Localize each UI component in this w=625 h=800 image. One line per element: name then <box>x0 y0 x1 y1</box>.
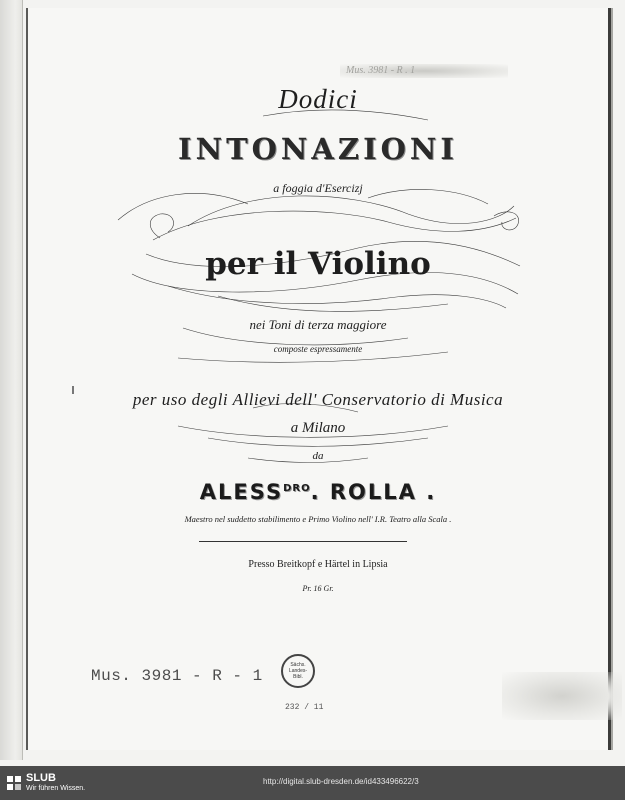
composer-first-sup: DRO <box>283 483 311 494</box>
composer-name: $ALESS^{DRO}$. ROLLA . <box>199 480 437 504</box>
library-stamp <box>281 654 315 688</box>
subtitle-text: a foggia d'Esercizj <box>273 181 363 195</box>
dodici-text: Dodici <box>278 84 358 114</box>
price-text: Pr. 16 Gr. <box>302 584 334 593</box>
composer-role: Maestro nel suddetto stabilimento e Primo Violino nell' I.R. Teatro alla Scala . <box>184 514 452 524</box>
stamp-line-3: Bibl. <box>293 674 303 680</box>
stamp-line-2: Landes- <box>288 668 308 674</box>
publisher-text: Presso Breitkopf e Härtel in Lipsia <box>248 559 388 570</box>
slub-brand: SLUB <box>26 772 56 784</box>
composer-first: ALESS <box>199 480 284 504</box>
slub-tagline: Wir führen Wissen. <box>26 785 86 792</box>
city-text: a Milano <box>290 420 346 436</box>
pencil-number: 232 / 11 <box>285 703 324 712</box>
slub-logo-icon <box>7 776 21 790</box>
viewer-footer <box>0 766 625 800</box>
document-url-link[interactable]: http://digital.slub-dresden.de/id433496622/3 <box>263 777 419 786</box>
instrument-title: per il Violino <box>205 246 431 282</box>
divider-rule <box>199 541 407 542</box>
main-title: INTONAZIONI <box>178 132 458 166</box>
composed-text: composte espressamente <box>273 344 363 354</box>
margin-mark <box>72 386 74 394</box>
stamp-line-1: Sächs. <box>290 662 306 668</box>
composer-surname: ROLLA . <box>329 480 437 504</box>
slub-logo[interactable] <box>7 773 85 793</box>
top-pencil-note: Mus. 3981 - R . 1 <box>340 64 508 78</box>
book-spine <box>0 0 23 760</box>
title-page <box>26 8 611 750</box>
shelfmark-pencil: Mus. 3981 - R - 1 <box>91 667 263 685</box>
keys-text: nei Toni di terza maggiore <box>249 317 387 332</box>
by-text: da <box>312 450 324 462</box>
purpose-text: per uso degli Allievi dell' Conservatorio di Musica <box>132 390 504 409</box>
paper-stain <box>502 672 622 720</box>
